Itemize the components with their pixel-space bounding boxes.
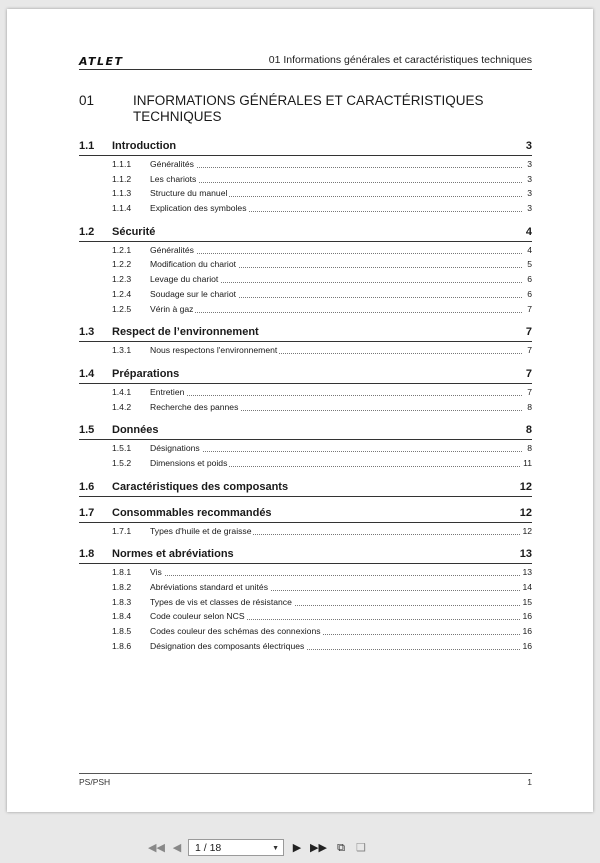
- toc-section-page: 12: [519, 506, 532, 519]
- toc-section-page: 8: [525, 424, 532, 437]
- toc-entry-page: 4: [527, 244, 532, 255]
- toc-entry-title: Structure du manuel: [150, 188, 228, 199]
- toc-entry-page: 7: [527, 386, 532, 397]
- toc-entry[interactable]: [79, 385, 532, 400]
- dot-leader: [150, 575, 522, 576]
- toc-entry-page: 8: [527, 443, 532, 454]
- page-indicator: 1 / 18: [195, 842, 222, 854]
- page-header: [79, 49, 532, 70]
- toc-entry-page: 11: [523, 457, 532, 468]
- pdf-viewer-toolbar: [0, 835, 600, 863]
- atlet-logo: ATLET: [79, 55, 124, 68]
- dot-leader: [150, 451, 522, 452]
- toc-entry[interactable]: [79, 595, 532, 610]
- toc-entry-page: 13: [522, 567, 532, 578]
- toc-entry-page: 7: [527, 345, 532, 356]
- toc-entry-title: Entretien: [150, 386, 185, 397]
- toc-entry-page: 5: [527, 259, 532, 270]
- toc-entry-number: 1.1.3: [112, 188, 132, 199]
- toc-entry-number: 1.8.1: [112, 567, 132, 578]
- toc-section[interactable]: [79, 423, 532, 440]
- toc-entry-title: Code couleur selon NCS: [150, 611, 245, 622]
- toc-section-title: Respect de l’environnement: [112, 326, 259, 339]
- toc-entry-number: 1.1.4: [112, 203, 132, 214]
- toc-section-number: 1.8: [79, 548, 95, 561]
- page-footer: [79, 773, 532, 788]
- toc-entry[interactable]: [79, 186, 532, 201]
- toc-section-page: 7: [525, 326, 532, 339]
- toc-section-page: 3: [525, 140, 532, 152]
- toc-entry-title: Désignation des composants électriques: [150, 640, 305, 651]
- toc-entry-title: Vérin à gaz: [150, 303, 194, 314]
- toc-entry[interactable]: [79, 639, 532, 654]
- toc-entry-page: 6: [527, 288, 532, 299]
- toc-section-page: 7: [525, 367, 532, 380]
- toc-section-number: 1.4: [79, 367, 95, 380]
- toc-entry-number: 1.8.6: [112, 640, 132, 651]
- toc-entry-title: Types d'huile et de graisse: [150, 525, 252, 536]
- toc-entry-title: Recherche des pannes: [150, 401, 239, 412]
- previous-page-icon[interactable]: ◀: [172, 841, 182, 854]
- document-page: [7, 9, 593, 812]
- toc-section-title: Données: [112, 424, 159, 437]
- single-page-icon[interactable]: ❑: [356, 841, 366, 854]
- toc-entry[interactable]: [79, 257, 532, 272]
- toc-entry[interactable]: [79, 287, 532, 302]
- toc-entry-page: 3: [527, 159, 532, 169]
- dot-leader: [150, 167, 522, 168]
- toc-entry[interactable]: [79, 524, 532, 539]
- toc-section[interactable]: [79, 480, 532, 497]
- page-number-input[interactable]: [188, 839, 284, 856]
- toc-entry-number: 1.2.5: [112, 303, 132, 314]
- toc-entry-page: 16: [522, 611, 532, 622]
- toc-entry-number: 1.8.4: [112, 611, 132, 622]
- toc-entry[interactable]: [79, 343, 532, 358]
- fit-page-icon[interactable]: ⧉: [337, 841, 345, 854]
- chevron-down-icon[interactable]: ▼: [272, 845, 279, 852]
- footer-code: PS/PSH: [79, 777, 111, 787]
- toc-entry-title: Soudage sur le chariot: [150, 288, 236, 299]
- toc-entry-number: 1.2.1: [112, 244, 132, 255]
- toc-entry-page: 3: [527, 173, 532, 184]
- toc-entry[interactable]: [79, 243, 532, 258]
- toc-section-number: 1.6: [79, 480, 95, 493]
- dot-leader: [150, 395, 522, 396]
- toc-entry-number: 1.8.5: [112, 626, 132, 637]
- toc-entry[interactable]: [79, 580, 532, 595]
- dot-leader: [150, 312, 522, 313]
- toc-section[interactable]: [79, 325, 532, 342]
- toc-entry-title: Vis: [150, 567, 162, 578]
- toc-entry[interactable]: [79, 272, 532, 287]
- toc-entry-number: 1.7.1: [112, 525, 132, 536]
- toc-entry-page: 8: [527, 401, 532, 412]
- toc-section-title: Préparations: [112, 367, 180, 380]
- toc-entry-title: Levage du chariot: [150, 274, 219, 285]
- toc-section-number: 1.3: [79, 326, 95, 339]
- toc-section-page: 4: [525, 225, 532, 238]
- toc-entry-page: 3: [527, 188, 532, 199]
- toc-entry[interactable]: [79, 201, 532, 216]
- toc-entry-number: 1.5.2: [112, 457, 132, 468]
- toc-section-title: Caractéristiques des composants: [112, 480, 289, 493]
- table-of-contents: [79, 139, 532, 653]
- toc-entry-title: Généralités: [150, 159, 194, 169]
- first-page-icon[interactable]: ◀◀: [148, 841, 165, 854]
- toc-entry-title: Les chariots: [150, 173, 197, 184]
- toc-section-title: Sécurité: [112, 225, 156, 238]
- toc-entry[interactable]: [79, 302, 532, 317]
- toc-entry-number: 1.5.1: [112, 443, 132, 454]
- toc-section-number: 1.7: [79, 506, 95, 519]
- toc-section[interactable]: [79, 139, 532, 156]
- toc-entry-page: 12: [522, 525, 532, 536]
- toc-section[interactable]: [79, 367, 532, 384]
- toc-entry-number: 1.2.3: [112, 274, 132, 285]
- toc-section-title: Introduction: [112, 140, 177, 152]
- toc-entry-number: 1.1.2: [112, 173, 132, 184]
- toc-entry-page: 16: [522, 626, 532, 637]
- header-title: 01 Informations générales et caractéristiques techniques: [268, 54, 532, 66]
- toc-section-number: 1.2: [79, 225, 95, 238]
- toc-entry[interactable]: [79, 456, 532, 471]
- toc-entry-title: Désignations: [150, 443, 200, 454]
- toc-entry-title: Nous respectons l'environnement: [150, 345, 278, 356]
- toc-entry-title: Codes couleur des schémas des connexions: [150, 626, 321, 637]
- toc-section-number: 1.1: [79, 140, 95, 152]
- toc-entry-page: 16: [522, 640, 532, 651]
- toc-entry-number: 1.8.3: [112, 596, 132, 607]
- toc-entry[interactable]: [79, 609, 532, 624]
- toc-entry[interactable]: [79, 157, 532, 172]
- toc-entry-title: Explication des symboles: [150, 203, 247, 214]
- toc-entry-page: 3: [527, 203, 532, 214]
- toc-entry-title: Abréviations standard et unités: [150, 582, 268, 592]
- footer-page-number: 1: [527, 777, 532, 787]
- toc-entry[interactable]: [79, 624, 532, 639]
- toc-entry-number: 1.1.1: [112, 159, 132, 169]
- toc-section[interactable]: [79, 547, 532, 564]
- last-page-icon[interactable]: ▶▶: [310, 841, 327, 854]
- toc-section-page: 13: [519, 548, 532, 561]
- toc-section-title: Normes et abréviations: [112, 548, 234, 561]
- chapter-number: 01: [79, 93, 95, 108]
- toc-entry[interactable]: [79, 172, 532, 187]
- toc-entry-title: Généralités: [150, 244, 194, 255]
- toc-entry-title: Modification du chariot: [150, 259, 236, 270]
- toc-entry-number: 1.2.4: [112, 288, 132, 299]
- toc-entry-title: Dimensions et poids: [150, 457, 228, 468]
- toc-section-page: 12: [519, 480, 532, 493]
- toc-entry-page: 7: [527, 303, 532, 314]
- dot-leader: [150, 253, 522, 254]
- toc-entry-number: 1.4.1: [112, 386, 132, 397]
- toc-entry[interactable]: [79, 441, 532, 456]
- toc-section[interactable]: [79, 225, 532, 242]
- toc-entry[interactable]: [79, 400, 532, 415]
- toc-entry-page: 14: [522, 582, 532, 592]
- toc-entry-title: Types de vis et classes de résistance: [150, 596, 292, 607]
- toc-section[interactable]: [79, 506, 532, 523]
- next-page-icon[interactable]: ▶: [292, 841, 302, 854]
- dot-leader: [150, 182, 522, 183]
- toc-entry-page: 15: [522, 596, 532, 607]
- toc-entry-number: 1.2.2: [112, 259, 132, 270]
- toc-section-number: 1.5: [79, 424, 95, 437]
- toc-entry-number: 1.4.2: [112, 401, 132, 412]
- toc-entry[interactable]: [79, 565, 532, 580]
- chapter-title: INFORMATIONS GÉNÉRALES ET CARACTÉRISTIQUES TECHNIQUES: [133, 93, 484, 124]
- toc-entry-page: 6: [527, 274, 532, 285]
- toc-entry-number: 1.3.1: [112, 345, 132, 356]
- toc-section-title: Consommables recommandés: [112, 506, 272, 519]
- toc-entry-number: 1.8.2: [112, 582, 132, 592]
